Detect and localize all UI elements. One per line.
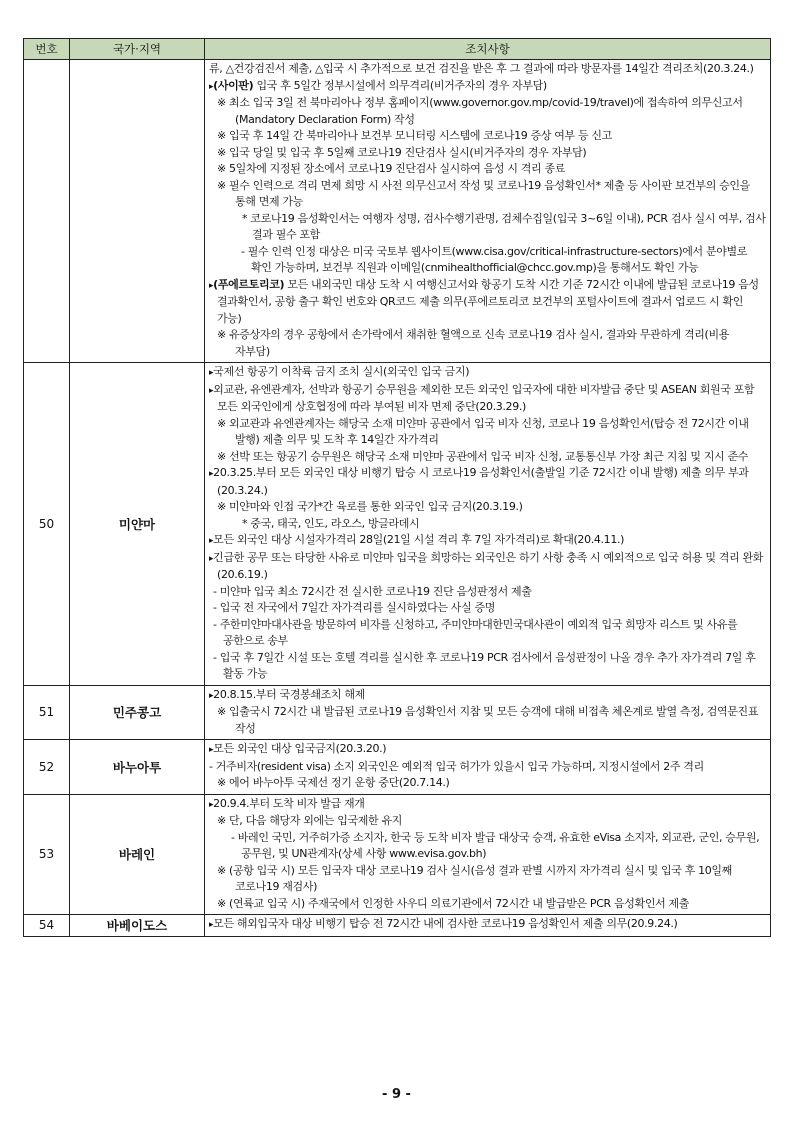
- measure-line: ※ 단, 다음 해당자 외에는 입국제한 유지: [217, 814, 403, 827]
- measures-cell: [205, 363, 771, 686]
- measure-line: ▸ 20.8.15.부터 국경봉쇄조치 해제: [209, 687, 766, 705]
- measure-line: ※ 입출국시 72시간 내 발급된 코로나19 음성확인서 지참 및 모든 승객에 대해 비접촉 체온계로 발열 측정, 검역문진표 작성: [217, 705, 759, 735]
- header-measures: 조치사항: [205, 39, 771, 60]
- measures-table: [23, 38, 771, 937]
- country-cell: 미얀마: [70, 363, 205, 686]
- table-header-row: [24, 39, 771, 60]
- measure-line: ▸ 20.9.4.부터 도착 비자 발급 재개: [209, 796, 766, 814]
- puerto-rico-text: 모든 내외국민 대상 도착 시 여행신고서와 항공기 도착 시간 기준 72시간 이내에 발급된 코로나19 음성 결과확인서, 공항 출구 확인 번호와 QR코드 제출 의무(푸에르토리코 보건부의 포털사이트에 결과서 업로드 시 확인 가능): [217, 277, 759, 325]
- saipan-note: ※ 최소 입국 3일 전 북마리아나 정부 홈페이지(www.governor.gov.mp/covid-19/travel)에 접속하여 의무신고서(Mandatory Declaration Form) 작성: [217, 96, 743, 126]
- measure-line: ▸ 20.3.25.부터 모든 외국인 대상 비행기 탑승 시 코로나19 음성확인서(출발일 기준 72시간 이내 발행) 제출 의무 부과(20.3.24.): [209, 465, 766, 499]
- saipan-dash-note: - 필수 인력 인정 대상은 미국 국토부 웹사이트(www.cisa.gov/critical-infrastructure-sectors)에서 분야별로 확인 가능하며, 보건부 직원과 이메일(cnmihealthofficial@chcc.gov.mp)을 통해서도 확인 가능: [241, 244, 748, 274]
- num-cell: 53: [24, 794, 70, 915]
- measure-line: - 거주비자(resident visa) 소지 외국인은 예외적 입국 허가가 있을시 입국 가능하며, 지정시설에서 2주 격리: [209, 759, 704, 773]
- measure-line: ※ (공항 입국 시) 모든 입국자 대상 코로나19 검사 실시(음성 결과 판별 시까지 자가격리 실시 및 입국 후 10일째 코로나19 재검사): [217, 863, 732, 893]
- measures-cell: [205, 794, 771, 915]
- table-row: [24, 363, 771, 686]
- measure-line: ※ 외교관과 유엔관계자는 해당국 소재 미얀마 공관에서 입국 비자 신청, 코로나 19 음성확인서(탑승 전 72시간 이내 발행) 제출 의무 및 도착 후 14일간 자가격리: [217, 416, 749, 446]
- header-num: 번호: [24, 39, 70, 60]
- country-cell: 바레인: [70, 794, 205, 915]
- measure-line: ▸ 긴급한 공무 또는 타당한 사유로 미얀마 입국을 희망하는 외국인은 하기 사항 충족 시 예외적으로 입국 허용 및 격리 완화(20.6.19.): [209, 550, 766, 584]
- table-row: [24, 740, 771, 795]
- saipan-text: 입국 후 5일간 정부시설에서 의무격리(비거주자의 경우 자부담): [253, 78, 547, 92]
- measure-line: ※ (연륙교 입국 시) 주재국에서 인정한 사우디 의료기관에서 72시간 내 발급받은 PCR 음성확인서 제출: [217, 896, 690, 910]
- measure-line: ▸ 모든 외국인 대상 시설자가격리 28일(21일 시설 격리 후 7일 자가격리)로 확대(20.4.11.): [209, 532, 766, 550]
- measure-line: - 입국 후 7일간 시설 또는 호텔 격리를 실시한 후 코로나19 PCR 검사에서 음성판정이 나올 경우 추가 자가격리 7일 후 활동 가능: [213, 650, 756, 680]
- measures-cell: [205, 915, 771, 937]
- country-cell: 민주콩고: [70, 685, 205, 740]
- table-row: [24, 794, 771, 915]
- country-cell: 바베이도스: [70, 915, 205, 937]
- saipan-star-note: * 코로나19 음성확인서는 여행자 성명, 검사수행기관명, 검체수집일(입국 3~6일 이내), PCR 검사 실시 여부, 검사 결과 필수 포함: [242, 211, 766, 241]
- measure-line: - 주한미얀마대사관을 방문하여 비자를 신청하고, 주미얀마대한민국대사관이 예외적 입국 희망자 리스트 및 사유를 공한으로 송부: [213, 617, 738, 647]
- saipan-tag: (사이판): [213, 78, 254, 92]
- measure-line: ※ 선박 또는 항공기 승무원은 해당국 소재 미얀마 공관에서 입국 비자 신청, 교통통신부 가장 최근 지침 및 지시 준수: [217, 449, 749, 463]
- measure-line: - 입국 전 자국에서 7일간 자가격리를 실시하였다는 사실 증명: [213, 601, 496, 614]
- measures-cell: [205, 740, 771, 795]
- saipan-note: ※ 입국 후 14일 간 북마리아나 보건부 모니터링 시스템에 코로나19 증상 여부 등 신고: [217, 129, 612, 142]
- table-row: [24, 915, 771, 937]
- measures-cell: [205, 685, 771, 740]
- measure-line: ▸ 모든 해외입국자 대상 비행기 탑승 전 72시간 내에 검사한 코로나19 음성확인서 제출 의무(20.9.24.): [209, 916, 766, 934]
- saipan-note: ※ 입국 당일 및 입국 후 5일째 코로나19 진단검사 실시(비거주자의 경우 자부담): [217, 145, 587, 159]
- num-cell: 52: [24, 740, 70, 795]
- continued-intro: 류, △건강검진서 제출, △입국 시 추가적으로 보건 검진을 받은 후 그 결과에 따라 방문자를 14일간 격리조치(20.3.24.): [209, 62, 754, 75]
- saipan-note: ※ 5일차에 지정된 장소에서 코로나19 진단검사 실시하여 음성 시 격리 종료: [217, 162, 566, 175]
- measure-line: - 미얀마 입국 최소 72시간 전 실시한 코로나19 진단 음성판정서 제출: [213, 584, 532, 598]
- saipan-item: [209, 78, 766, 96]
- measure-line: ▸ 외교관, 유엔관계자, 선박과 항공기 승무원을 제외한 모든 외국인 입국자에 대한 비자발급 중단 및 ASEAN 회원국 포함 모든 외국인에게 상호협정에 따라 부여된 비자 면제 중단(20.3.29.): [209, 382, 766, 416]
- header-country: 국가·지역: [70, 39, 205, 60]
- table-row: [24, 685, 771, 740]
- measure-line: ▸ 국제선 항공기 이착륙 금지 조치 실시(외국인 입국 금지): [209, 364, 766, 382]
- page-number: - 9 -: [382, 1087, 411, 1102]
- measure-line: - 바레인 국민, 거주허가증 소지자, 한국 등 도착 비자 발급 대상국 승객, 유효한 eVisa 소지자, 외교관, 군인, 승무원, 공무원, 및 UN관계자(상세 사항 www.evisa.gov.bh): [231, 830, 760, 860]
- puerto-rico-tag: (푸에르토리코): [213, 277, 285, 291]
- measure-line: * 중국, 태국, 인도, 라오스, 방글라데시: [242, 516, 420, 530]
- measures-cell: [205, 60, 771, 363]
- country-cell: 바누아투: [70, 740, 205, 795]
- num-cell: [24, 60, 70, 363]
- table-row-continued: [24, 60, 771, 363]
- puerto-rico-note: ※ 유증상자의 경우 공항에서 손가락에서 채취한 혈액으로 신속 코로나19 검사 실시, 결과와 무관하게 격리(비용 자부담): [217, 328, 730, 358]
- saipan-note: ※ 필수 인력으로 격리 면제 희망 시 사전 의무신고서 작성 및 코로나19 음성확인서* 제출 등 사이판 보건부의 승인을 통해 면제 가능: [217, 178, 750, 208]
- measure-line: ※ 미얀마와 인접 국가*간 육로를 통한 외국인 입국 금지(20.3.19.): [217, 500, 523, 513]
- num-cell: 50: [24, 363, 70, 686]
- puerto-rico-item: [209, 277, 766, 328]
- country-cell: [70, 60, 205, 363]
- num-cell: 54: [24, 915, 70, 937]
- measure-line: ※ 에어 바누아투 국제선 정기 운항 중단(20.7.14.): [217, 776, 450, 789]
- num-cell: 51: [24, 685, 70, 740]
- measure-line: ▸ 모든 외국인 대상 입국금지(20.3.20.): [209, 741, 766, 759]
